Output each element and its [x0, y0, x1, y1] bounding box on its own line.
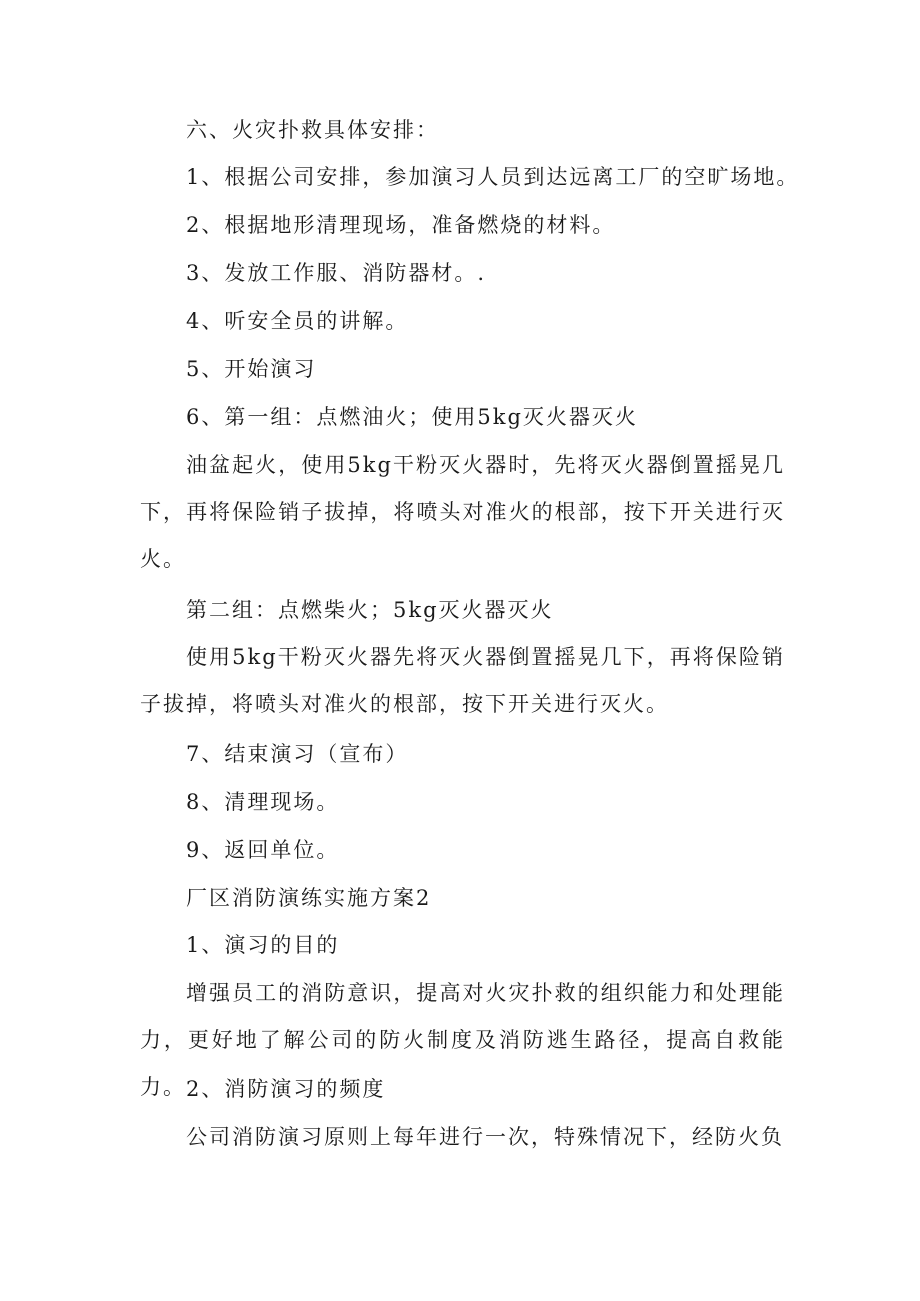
paragraph: 2、根据地形清理现场，准备燃烧的材料。 — [186, 213, 616, 237]
paragraph: 9、返回单位。 — [186, 838, 340, 862]
paragraph: 使用5kg干粉灭火器先将灭火器倒置摇晃几下，再将保险销子拔掉，将喷头对准火的根部，按下开关进行灭火。 — [140, 645, 785, 716]
paragraph: 2、消防演习的频度 — [186, 1077, 386, 1101]
paragraph: 7、结束演习（宣布） — [186, 742, 409, 766]
paragraph: 公司消防演习原则上每年进行一次，特殊情况下，经防火负 — [186, 1125, 784, 1149]
paragraph: 油盆起火，使用5kg干粉灭火器时，先将灭火器倒置摇晃几下，再将保险销子拔掉，将喷头对准火的根部，按下开关进行灭火。 — [140, 453, 785, 571]
paragraph: 6、第一组：点燃油火；使用5kg灭火器灭火 — [186, 405, 638, 429]
paragraph: 第二组：点燃柴火；5kg灭火器灭火 — [186, 598, 554, 622]
paragraph: 增强员工的消防意识，提高对火灾扑救的组织能力和处理能力，更好地了解公司的防火制度及消防逃生路径，提高自救能力。 — [140, 981, 785, 1099]
paragraph: 1、演习的目的 — [186, 933, 340, 957]
section-heading: 六、火灾扑救具体安排： — [186, 118, 439, 142]
paragraph: 1、根据公司安排，参加演习人员到达远离工厂的空旷场地。 — [186, 165, 800, 189]
paragraph: 8、清理现场。 — [186, 790, 340, 814]
paragraph: 5、开始演习 — [186, 357, 317, 381]
paragraph: 4、听安全员的讲解。 — [186, 309, 409, 333]
section-heading: 厂区消防演练实施方案2 — [186, 886, 432, 910]
paragraph: 3、发放工作服、消防器材。. — [186, 261, 487, 285]
